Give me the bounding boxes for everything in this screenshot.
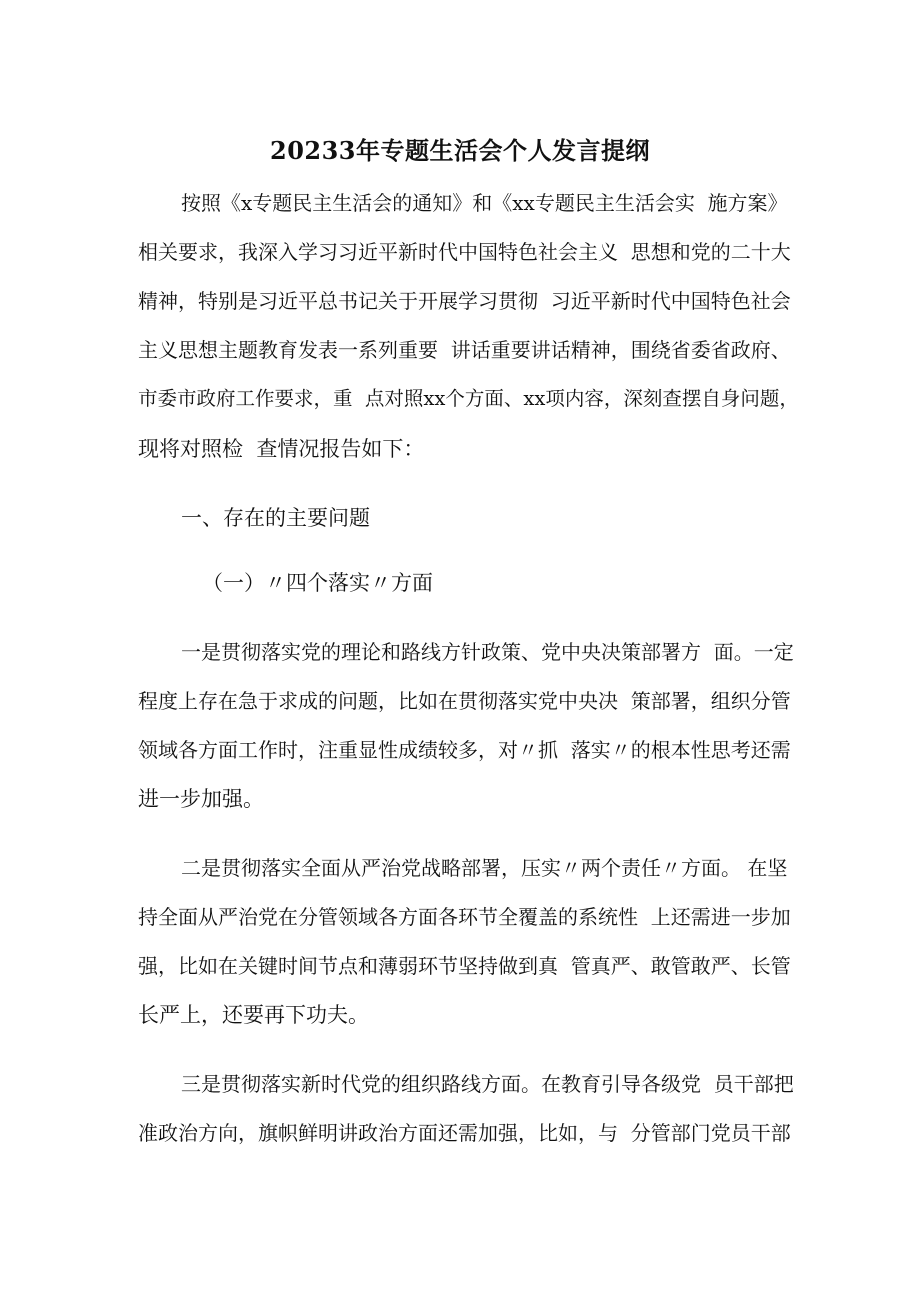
- paragraph-line: 相关要求，我深入学习习近平新时代中国特色社会主义 思想和党的二十大: [138, 240, 791, 264]
- paragraph-line: 现将对照检 查情况报告如下：: [138, 437, 425, 461]
- paragraph-line: 强，比如在关键时间节点和薄弱环节坚持做到真 管真严、敢管敢严、长管: [138, 954, 791, 978]
- paragraph-line: 一是贯彻落实党的理论和路线方针政策、党中央决策部署方 面。一定: [181, 640, 794, 664]
- document-title: 20233年专题生活会个人发言提纲: [270, 136, 650, 165]
- paragraph-line: 主义思想主题教育发表一系列重要 讲话重要讲话精神，围绕省委省政府、: [138, 338, 791, 362]
- paragraph-line: 按照《x专题民主生活会的通知》和《xx专题民主生活会实 施方案》: [181, 191, 788, 215]
- paragraph-line: 领域各方面工作时，注重显性成绩较多，对〃抓 落实〃的根本性思考还需: [138, 738, 791, 762]
- paragraph-line: 二是贯彻落实全面从严治党战略部署，压实〃两个责任〃方面。 在坚: [181, 856, 788, 880]
- subsection-heading: （一）〃四个落实〃方面: [202, 571, 433, 595]
- paragraph-line: 准政治方向，旗帜鲜明讲政治方面还需加强，比如，与 分管部门党员干部: [138, 1121, 791, 1145]
- paragraph-line: 进一步加强。: [138, 787, 264, 811]
- paragraph-line: 持全面从严治党在分管领域各方面各环节全覆盖的系统性 上还需进一步加: [138, 905, 791, 929]
- section-heading: 一、存在的主要问题: [181, 506, 370, 530]
- paragraph-line: 精神，特别是习近平总书记关于开展学习贯彻 习近平新时代中国特色社会: [138, 289, 791, 313]
- paragraph-line: 市委市政府工作要求，重 点对照xx个方面、xx项内容，深刻查摆自身问题，: [138, 387, 799, 410]
- paragraph-line: 程度上存在急于求成的问题，比如在贯彻落实党中央决 策部署，组织分管: [138, 689, 791, 713]
- paragraph-line: 长严上，还要再下功夫。: [138, 1003, 369, 1027]
- paragraph-line: 三是贯彻落实新时代党的组织路线方面。在教育引导各级党 员干部把: [181, 1072, 794, 1096]
